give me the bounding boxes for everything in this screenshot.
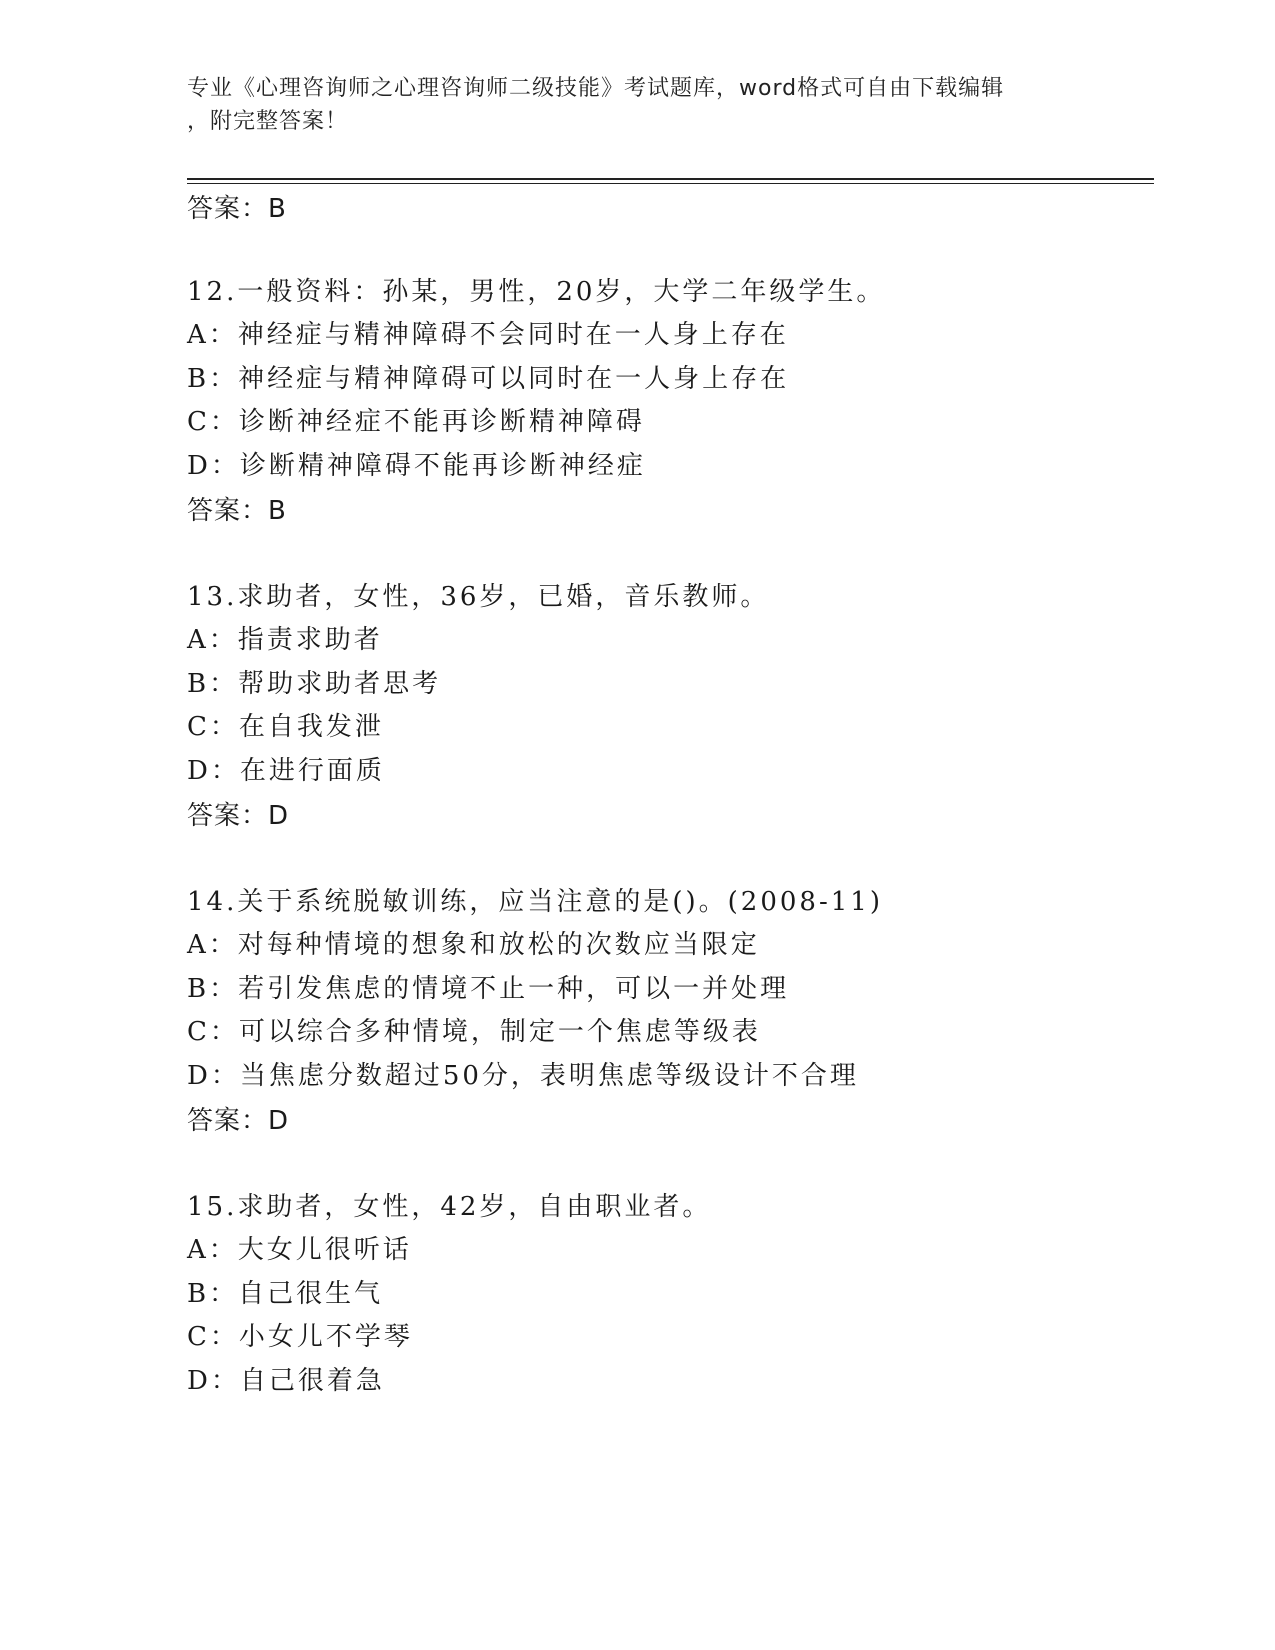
header-line-1: 专业《心理咨询师之心理咨询师二级技能》考试题库，word格式可自由下载编辑 xyxy=(187,76,1005,101)
question-15-option-d: D：自己很着急 xyxy=(187,1366,385,1396)
question-14-stem: 14.关于系统脱敏训练，应当注意的是()。(2008-11) xyxy=(187,887,883,917)
header-line-2: ，附完整答案！ xyxy=(187,109,349,134)
question-15-option-a: A：大女儿很听话 xyxy=(187,1235,412,1265)
question-14-option-b: B：若引发焦虑的情境不止一种，可以一并处理 xyxy=(187,974,790,1004)
question-15-option-c: C：小女儿不学琴 xyxy=(187,1322,413,1352)
question-12-stem: 12.一般资料：孙某，男性，20岁，大学二年级学生。 xyxy=(187,277,886,307)
question-12-option-c: C：诊断神经症不能再诊断精神障碍 xyxy=(187,407,645,437)
question-15-option-b: B：自己很生气 xyxy=(187,1279,384,1309)
answer-previous: 答案：B xyxy=(187,194,287,224)
header-rule-thick xyxy=(187,178,1154,180)
question-13-option-d: D：在进行面质 xyxy=(187,756,385,786)
question-12-option-b: B：神经症与精神障碍可以同时在一人身上存在 xyxy=(187,364,790,394)
question-15-stem: 15.求助者，女性，42岁，自由职业者。 xyxy=(187,1192,712,1222)
question-12-answer: 答案：B xyxy=(187,496,287,526)
question-14-answer: 答案：D xyxy=(187,1106,290,1136)
question-13-stem: 13.求助者，女性，36岁，已婚，音乐教师。 xyxy=(187,582,770,612)
question-13-answer: 答案：D xyxy=(187,801,290,831)
question-14-option-c: C：可以综合多种情境，制定一个焦虑等级表 xyxy=(187,1017,761,1047)
question-12-option-a: A：神经症与精神障碍不会同时在一人身上存在 xyxy=(187,320,789,350)
question-13-option-c: C：在自我发泄 xyxy=(187,712,384,742)
question-12-option-d: D：诊断精神障碍不能再诊断神经症 xyxy=(187,451,646,481)
question-13-option-a: A：指责求助者 xyxy=(187,625,383,655)
header-rule-thin xyxy=(187,183,1154,184)
question-14-option-d: D：当焦虑分数超过50分，表明焦虑等级设计不合理 xyxy=(187,1061,859,1091)
page-header xyxy=(187,72,1087,138)
question-13-option-b: B：帮助求助者思考 xyxy=(187,669,442,699)
question-14-option-a: A：对每种情境的想象和放松的次数应当限定 xyxy=(187,930,760,960)
